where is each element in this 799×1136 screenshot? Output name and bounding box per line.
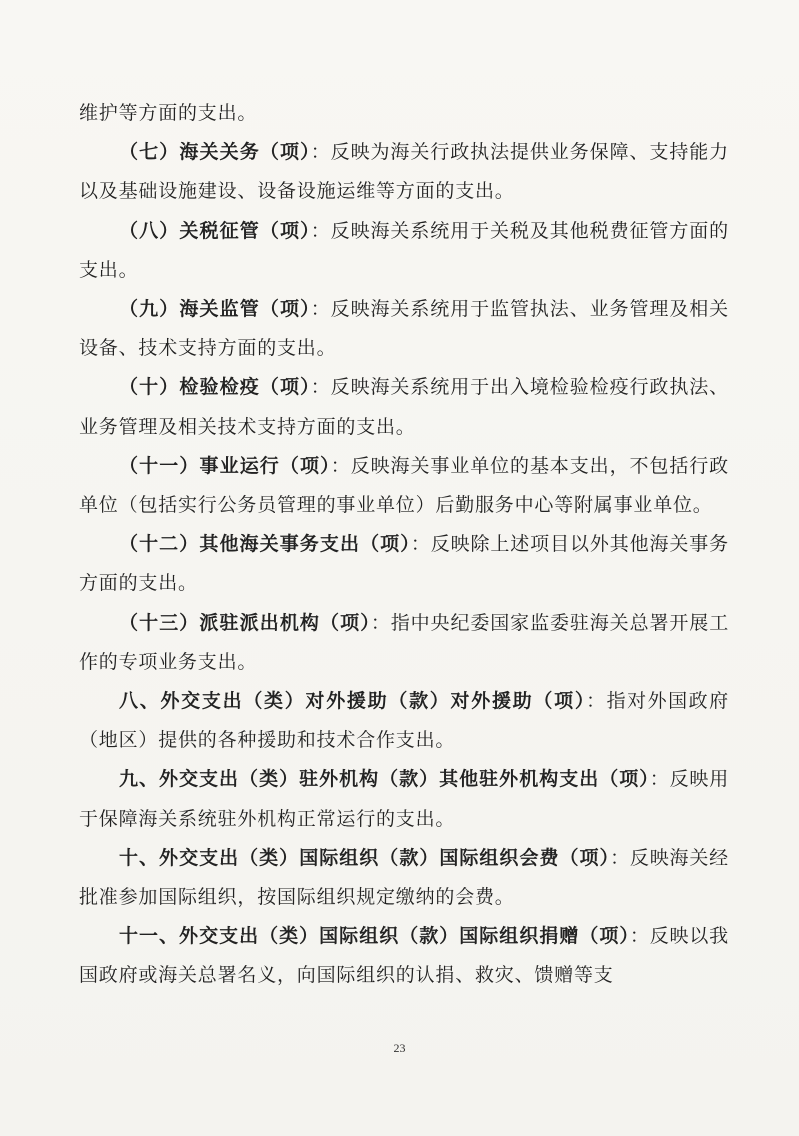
- paragraph-body: ：反映用于保障海关系统驻外机构正常运行的支出。: [79, 768, 729, 830]
- page-number: 23: [393, 1041, 406, 1055]
- paragraph-heading: 十一、外交支出（类）国际组织（款）国际组织捐赠（项）: [119, 925, 630, 948]
- paragraph-heading: （十一）事业运行（项）: [119, 454, 331, 477]
- paragraph-8: [79, 682, 729, 760]
- paragraph-7: [79, 604, 729, 682]
- paragraph-body: ：指对外国政府（地区）提供的各种援助和技术合作支出。: [79, 690, 729, 752]
- paragraph-3: [79, 290, 729, 368]
- paragraph-9: [79, 760, 729, 838]
- paragraph-heading: 九、外交支出（类）驻外机构（款）其他驻外机构支出（项）: [119, 768, 650, 791]
- paragraph-body: ：指中央纪委国家监委驻海关总署开展工作的专项业务支出。: [79, 611, 729, 673]
- paragraph-0: [79, 94, 729, 133]
- paragraph-body: ：反映除上述项目以外其他海关事务方面的支出。: [79, 533, 729, 595]
- paragraph-2: [79, 212, 729, 290]
- paragraph-body: ：反映海关系统用于监管执法、业务管理及相关设备、技术支持方面的支出。: [79, 298, 729, 360]
- paragraph-heading: （九）海关监管（项）: [119, 298, 311, 321]
- paragraph-body: ：反映海关系统用于关税及其他税费征管方面的支出。: [79, 219, 729, 281]
- paragraph-heading: （十二）其他海关事务支出（项）: [119, 533, 411, 556]
- paragraph-body: ：反映海关经批准参加国际组织，按国际组织规定缴纳的会费。: [79, 846, 729, 909]
- paragraph-11: [79, 917, 729, 995]
- paragraph-body: 维护等方面的支出。: [79, 102, 258, 124]
- paragraph-body: ：反映以我国政府或海关总署名义，向国际组织的认捐、救灾、馈赠等支: [79, 925, 729, 987]
- paragraph-heading: 十、外交支出（类）国际组织（款）国际组织会费（项）: [119, 846, 611, 869]
- paragraph-heading: （八）关税征管（项）: [119, 219, 311, 242]
- paragraph-body: ：反映为海关行政执法提供业务保障、支持能力以及基础设施建设、设备设施运维等方面的支出。: [79, 141, 729, 203]
- paragraph-heading: （七）海关关务（项）: [119, 141, 311, 164]
- paragraph-heading: 八、外交支出（类）对外援助（款）对外援助（项）: [119, 690, 587, 713]
- paragraph-1: [79, 133, 729, 211]
- paragraph-heading: （十三）派驻派出机构（项）: [119, 611, 371, 634]
- paragraph-6: [79, 525, 729, 603]
- paragraph-heading: （十）检验检疫（项）: [119, 376, 311, 399]
- paragraph-body: ：反映海关事业单位的基本支出，不包括行政单位（包括实行公务员管理的事业单位）后勤服务中心等附属事业单位。: [79, 454, 729, 517]
- paragraph-10: [79, 839, 729, 917]
- paragraph-5: [79, 447, 729, 525]
- paragraph-4: [79, 368, 729, 446]
- paragraph-body: ：反映海关系统用于出入境检验检疫行政执法、业务管理及相关技术支持方面的支出。: [79, 376, 729, 438]
- document-body: [79, 94, 729, 996]
